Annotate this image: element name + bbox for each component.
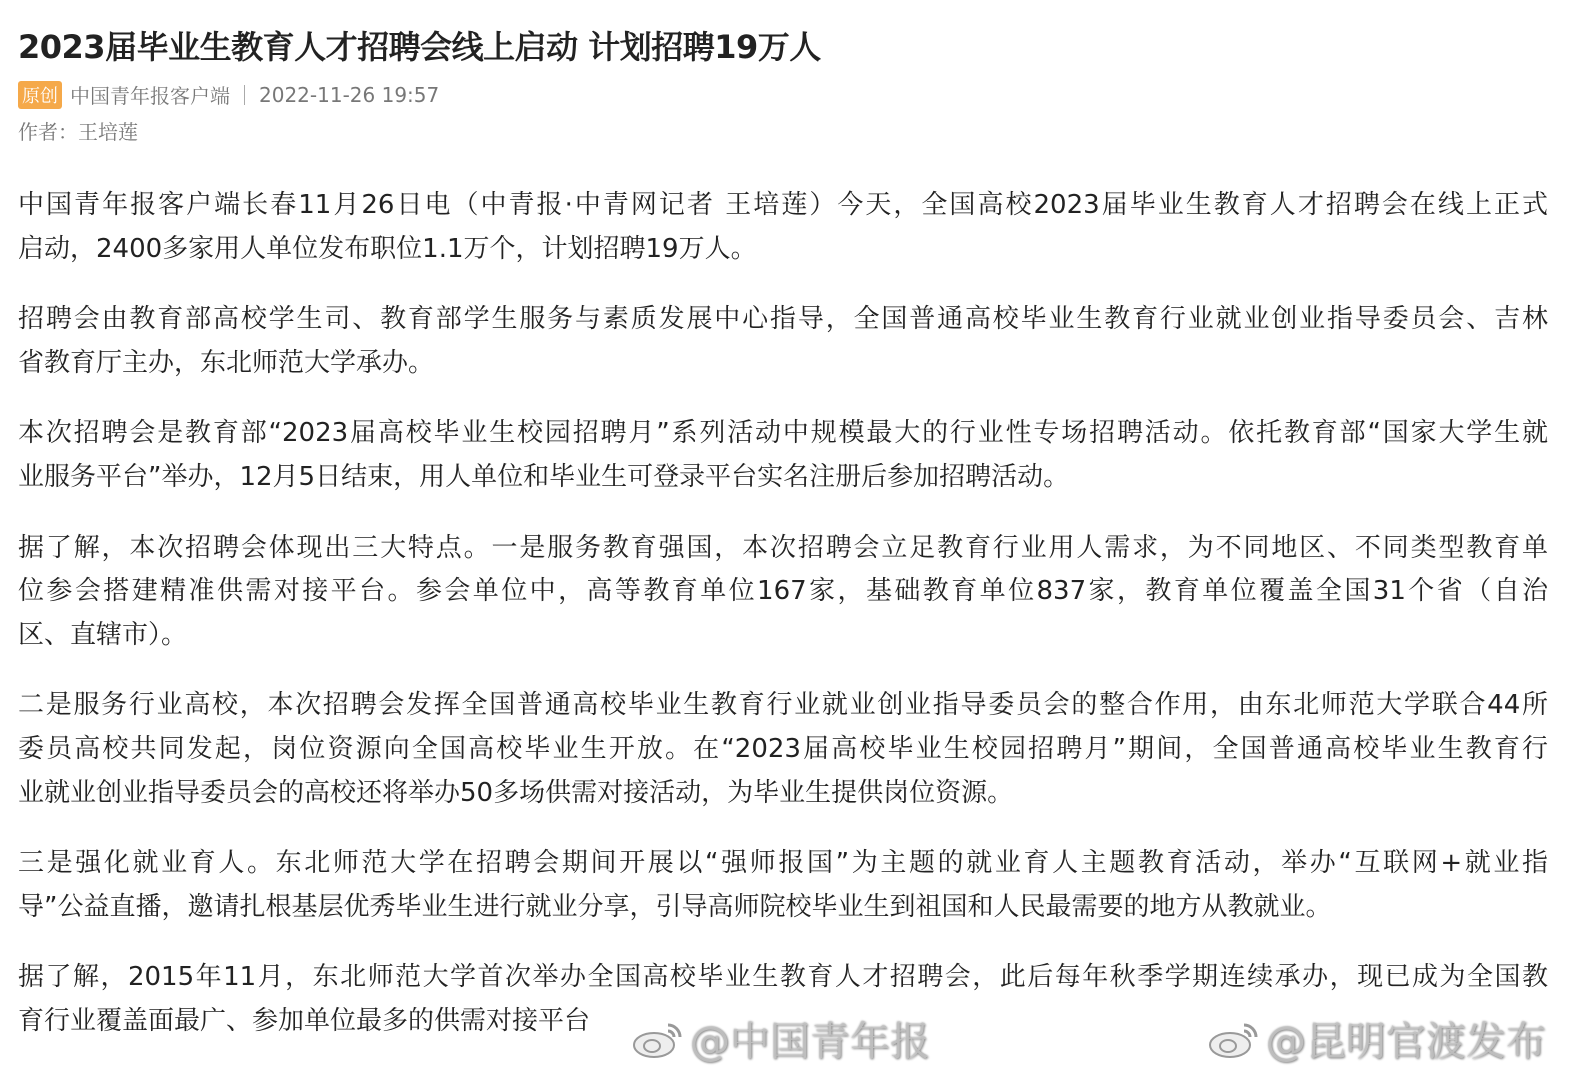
paragraph-line: 本次招聘会是教育部“2023届高校毕业生校园招聘月”系列活动中规模最大的行业性专场招聘活动。依托教育部“国家大学生就: [18, 418, 1548, 449]
article-title: 2023届毕业生教育人才招聘会线上启动 计划招聘19万人: [18, 28, 821, 66]
paragraph-line: 业就业创业指导委员会的高校还将举办50多场供需对接活动，为毕业生提供岗位资源。: [18, 777, 1014, 808]
article-paragraph: [18, 412, 1548, 499]
paragraph-line: 导”公益直播，邀请扎根基层优秀毕业生进行就业分享，引导高师院校毕业生到祖国和人民最需要的地方从教就业。: [18, 891, 1332, 922]
paragraph-line: 育行业覆盖面最广、参加单位最多的供需对接平台: [18, 1005, 591, 1036]
weibo-icon: [1208, 1019, 1260, 1059]
article-paragraph: [18, 842, 1548, 929]
watermark-text: @中国青年报: [690, 1019, 930, 1065]
paragraph-line: 位参会搭建精准供需对接平台。参会单位中，高等教育单位167家，基础教育单位837家，教育单位覆盖全国31个省（自治: [18, 576, 1548, 607]
paragraph-line: 启动，2400多家用人单位发布职位1.1万个，计划招聘19万人。: [18, 233, 757, 264]
paragraph-line: 省教育厅主办，东北师范大学承办。: [18, 347, 435, 378]
paragraph-line: 中国青年报客户端长春11月26日电（中青报·中青网记者 王培莲）今天，全国高校2023届毕业生教育人才招聘会在线上正式: [18, 190, 1548, 220]
article-paragraph: [18, 527, 1548, 658]
article-paragraph: [18, 184, 1548, 271]
article-paragraph: [18, 684, 1548, 815]
meta-divider: [244, 85, 245, 105]
article-meta: [18, 80, 439, 109]
paragraph-line: 委员高校共同发起，岗位资源向全国高校毕业生开放。在“2023届高校毕业生校园招聘月”期间，全国普通高校毕业生教育行: [18, 733, 1548, 764]
weibo-icon: [632, 1019, 684, 1059]
paragraph-line: 业服务平台”举办，12月5日结束，用人单位和毕业生可登录平台实名注册后参加招聘活动。: [18, 461, 1070, 492]
paragraph-line: 区、直辖市）。: [18, 619, 188, 650]
paragraph-line: 二是服务行业高校，本次招聘会发挥全国普通高校毕业生教育行业就业创业指导委员会的整合作用，由东北师范大学联合44所: [18, 690, 1548, 721]
article-body: [18, 184, 1548, 1071]
watermark-zqb: [632, 1010, 930, 1067]
article-author: 作者：王培莲: [18, 120, 138, 144]
watermark-text: @昆明官渡发布: [1266, 1019, 1546, 1065]
article-source[interactable]: 中国青年报客户端: [70, 84, 230, 108]
original-badge: 原创: [18, 81, 62, 109]
watermark-gdfb: [1208, 1010, 1546, 1067]
article-datetime: 2022-11-26 19:57: [259, 82, 440, 107]
article-paragraph: [18, 298, 1548, 385]
paragraph-line: 招聘会由教育部高校学生司、教育部学生服务与素质发展中心指导，全国普通高校毕业生教育行业就业创业指导委员会、吉林: [18, 304, 1548, 335]
paragraph-line: 据了解，2015年11月，东北师范大学首次举办全国高校毕业生教育人才招聘会，此后每年秋季学期连续承办，现已成为全国教: [18, 962, 1548, 993]
paragraph-line: 三是强化就业育人。东北师范大学在招聘会期间开展以“强师报国”为主题的就业育人主题教育活动，举办“互联网+就业指: [18, 848, 1548, 879]
paragraph-line: 据了解，本次招聘会体现出三大特点。一是服务教育强国，本次招聘会立足教育行业用人需求，为不同地区、不同类型教育单: [18, 532, 1548, 563]
